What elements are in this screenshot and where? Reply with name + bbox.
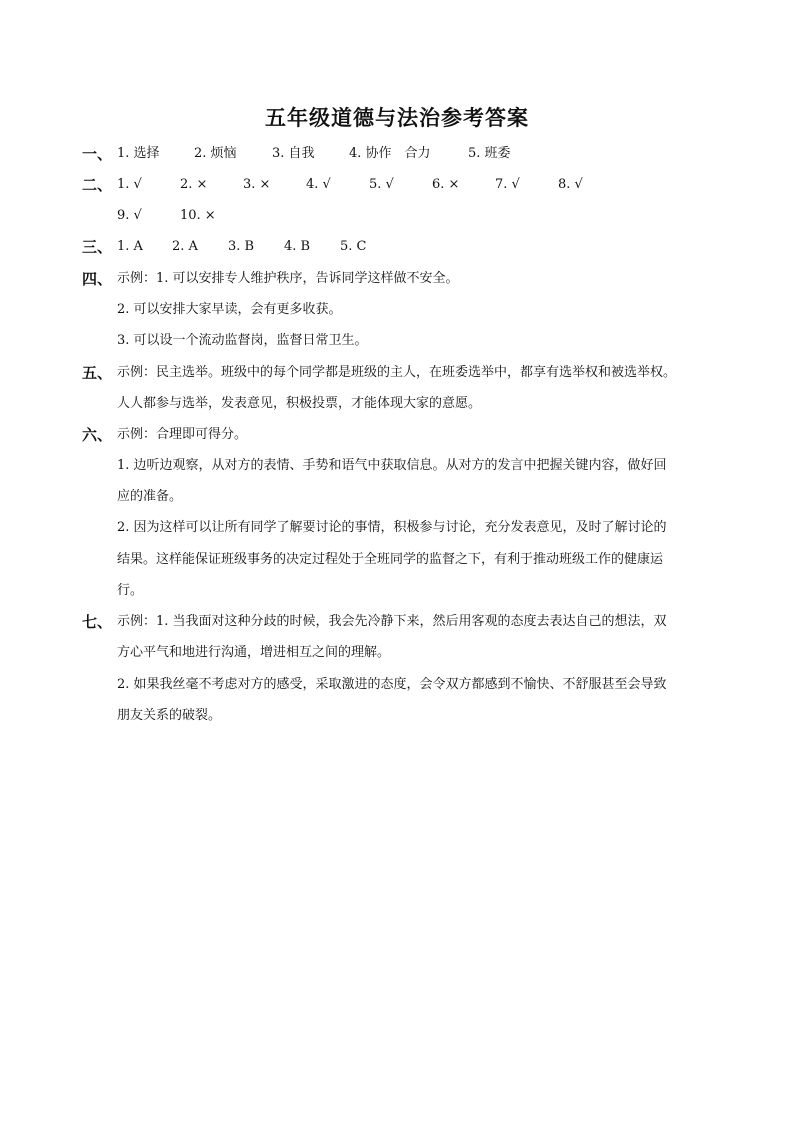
section-5-label: 五、	[82, 364, 113, 382]
section-2-label: 二、	[82, 176, 113, 194]
s3-item-4: 4. B	[284, 239, 311, 254]
s1-item-4: 4. 协作 合力	[349, 146, 431, 161]
s2-item-10: 10. ×	[180, 208, 216, 223]
section-5-line-2: 人人都参与选举，发表意见，积极投票，才能体现大家的意愿。	[117, 396, 482, 411]
s2-item-5: 5. √	[369, 177, 394, 192]
section-6-label: 六、	[82, 426, 113, 444]
s2-item-3: 3. ×	[243, 177, 271, 192]
s2-item-9: 9. √	[117, 208, 142, 223]
section-4-line-2: 2. 可以安排大家早读，会有更多收获。	[117, 302, 342, 317]
s1-item-3: 3. 自我	[272, 146, 315, 161]
s3-item-3: 3. B	[228, 239, 255, 254]
s2-item-7: 7. √	[495, 177, 520, 192]
s1-item-2: 2. 烦恼	[194, 146, 237, 161]
s2-item-4: 4. √	[306, 177, 331, 192]
s2-item-2: 2. ×	[180, 177, 208, 192]
section-7-line-4: 朋友关系的破裂。	[117, 708, 222, 723]
s3-item-1: 1. A	[117, 239, 143, 254]
section-4-line-3: 3. 可以设一个流动监督岗，监督日常卫生。	[117, 333, 368, 348]
section-7-label: 七、	[82, 613, 113, 631]
page-title: 五年级道德与法治参考答案	[265, 106, 529, 130]
section-7-line-1: 示例：1. 当我面对这种分歧的时候，我会先冷静下来，然后用客观的态度去表达自己的想法，双	[117, 614, 667, 629]
section-4-line-1: 示例：1. 可以安排专人维护秩序，告诉同学这样做不安全。	[117, 271, 459, 286]
section-7-line-3: 2. 如果我丝毫不考虑对方的感受，采取激进的态度，会令双方都感到不愉快、不舒服甚至会导致	[117, 677, 667, 692]
section-6-line-6: 行。	[117, 583, 144, 598]
section-6-line-5: 结果。这样能保证班级事务的决定过程处于全班同学的监督之下，有利于推动班级工作的健康运	[117, 552, 664, 567]
section-7-line-2: 方心平气和地进行沟通，增进相互之间的理解。	[117, 645, 391, 660]
section-5-line-1: 示例：民主选举。班级中的每个同学都是班级的主人，在班委选举中，都享有选举权和被选举权。	[117, 365, 677, 380]
s3-item-2: 2. A	[172, 239, 198, 254]
s2-item-6: 6. ×	[432, 177, 460, 192]
section-6-line-2: 1. 边听边观察，从对方的表情、手势和语气中获取信息。从对方的发言中把握关键内容，做好回	[117, 458, 667, 473]
section-6-line-3: 应的准备。	[117, 489, 183, 504]
s2-item-8: 8. √	[558, 177, 583, 192]
section-3-label: 三、	[82, 238, 113, 256]
s1-item-1: 1. 选择	[117, 146, 160, 161]
section-6-line-4: 2. 因为这样可以让所有同学了解要讨论的事情，积极参与讨论，充分发表意见，及时了解讨论的	[117, 520, 667, 535]
s3-item-5: 5. C	[340, 239, 367, 254]
s2-item-1: 1. √	[117, 177, 142, 192]
section-1-label: 一、	[82, 145, 113, 163]
section-6-line-1: 示例：合理即可得分。	[117, 427, 248, 442]
s1-item-5: 5. 班委	[468, 146, 511, 161]
section-4-label: 四、	[82, 270, 113, 288]
